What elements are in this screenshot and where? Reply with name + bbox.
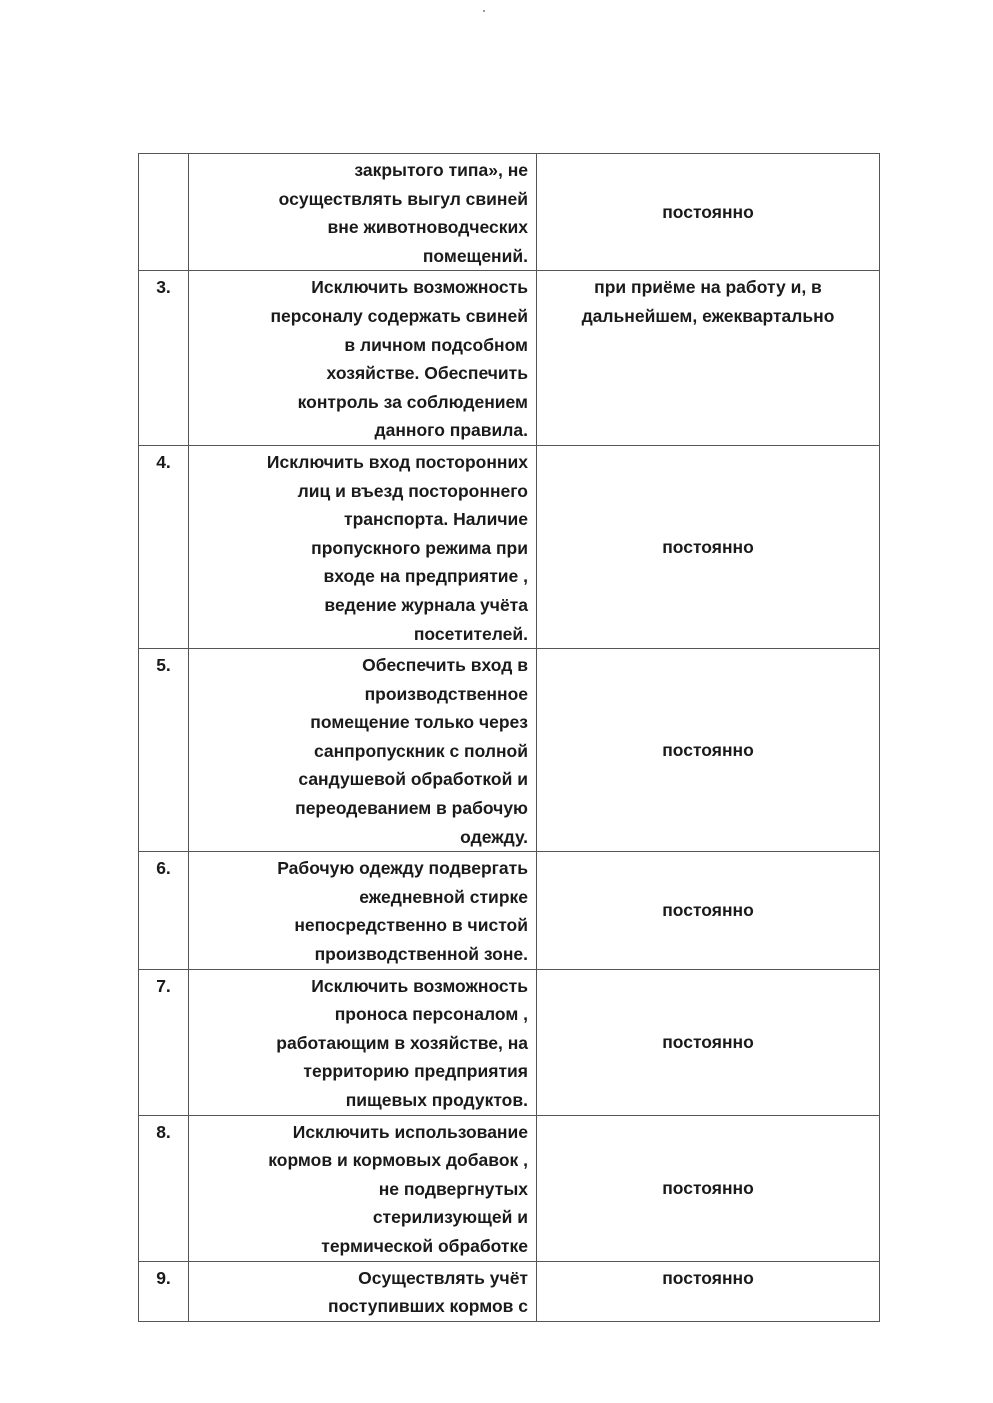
term-line: постоянно (662, 739, 754, 760)
measure-line: помещений. (422, 245, 528, 266)
measure-line: ежедневной стирке (359, 886, 528, 907)
measure-text (189, 852, 537, 969)
measure-line: вне животноводческих (327, 217, 528, 238)
term-line: постоянно (662, 1177, 754, 1198)
measure-line: помещение только через (310, 712, 528, 733)
measure-line: проноса персоналом , (334, 1004, 528, 1025)
measure-line: Осуществлять учёт (358, 1267, 528, 1288)
measure-text (189, 1261, 537, 1321)
measure-line: производственной зоне. (314, 944, 528, 965)
measure-line: поступивших кормов с (328, 1296, 528, 1317)
measure-line: одежду. (460, 826, 528, 847)
measure-line: непосредственно в чистой (294, 915, 528, 936)
measure-line: посетителей. (413, 623, 528, 644)
measure-line: пищевых продуктов. (345, 1090, 528, 1110)
measure-text (189, 649, 537, 852)
measure-line: Исключить вход посторонних (266, 451, 528, 472)
measure-line: пропускного режима при (311, 537, 528, 558)
measure-text (189, 445, 537, 648)
measure-line: в личном подсобном (344, 334, 528, 355)
measures-table (138, 153, 880, 1322)
term-line: постоянно (662, 1267, 754, 1288)
term-cell (537, 445, 880, 648)
term-line: постоянно (662, 536, 754, 557)
measure-line: санпропускник с полной (313, 740, 528, 761)
table-row (139, 1261, 880, 1321)
term-cell (537, 271, 880, 446)
measure-line: не подвергнутых (378, 1178, 528, 1199)
measure-line: транспорта. Наличие (344, 509, 528, 530)
term-line: дальнейшем, ежеквартально (581, 305, 835, 326)
measure-text (189, 271, 537, 446)
measure-line: персоналу содержать свиней (270, 305, 528, 326)
row-number: 8. (139, 1115, 189, 1261)
term-cell (537, 649, 880, 852)
measure-line: стерилизующей и (372, 1207, 528, 1228)
measure-line: сандушевой обработкой и (298, 769, 528, 790)
measure-line: Исключить использование (292, 1121, 528, 1142)
measure-line: Исключить возможность (311, 975, 528, 996)
term-cell (537, 154, 880, 271)
measure-text (189, 154, 537, 271)
measure-line: закрытого типа», не (354, 160, 528, 180)
term-cell (537, 1115, 880, 1261)
table-row (139, 445, 880, 648)
term-line: постоянно (662, 201, 754, 222)
row-number: 7. (139, 969, 189, 1115)
term-cell (537, 969, 880, 1115)
measure-line: данного правила. (374, 420, 528, 441)
measure-line: входе на предприятие , (323, 566, 528, 587)
measure-line: осуществлять выгул свиней (278, 188, 528, 209)
measure-text (189, 1115, 537, 1261)
measure-line: хозяйстве. Обеспечить (326, 363, 528, 384)
row-number (139, 154, 189, 271)
measure-line: термической обработке (321, 1235, 528, 1256)
term-line: постоянно (662, 1031, 754, 1052)
table-row (139, 969, 880, 1115)
term-line: при приёме на работу и, в (594, 277, 822, 298)
table-row (139, 852, 880, 969)
measure-line: кормов и кормовых добавок , (268, 1150, 528, 1171)
measure-line: Рабочую одежду подвергать (277, 858, 528, 879)
measure-line: работающим в хозяйстве, на (276, 1032, 528, 1053)
row-number: 6. (139, 852, 189, 969)
term-line: постоянно (662, 900, 754, 921)
measure-text (189, 969, 537, 1115)
table-row (139, 1115, 880, 1261)
row-number: 9. (139, 1261, 189, 1321)
measure-line: контроль за соблюдением (297, 391, 528, 412)
measure-line: ведение журнала учёта (324, 594, 528, 615)
term-cell (537, 1261, 880, 1321)
measure-line: лиц и въезд постороннего (297, 480, 528, 501)
measure-line: Исключить возможность (311, 277, 528, 298)
row-number: 5. (139, 649, 189, 852)
term-cell (537, 852, 880, 969)
table-row (139, 271, 880, 446)
row-number: 4. (139, 445, 189, 648)
scan-speck (483, 10, 485, 12)
row-number: 3. (139, 271, 189, 446)
measure-line: территорию предприятия (303, 1061, 528, 1082)
measure-line: переодеванием в рабочую (295, 798, 528, 819)
table-row (139, 649, 880, 852)
measure-line: производственное (364, 683, 528, 704)
measure-line: Обеспечить вход в (362, 655, 528, 676)
table-row (139, 154, 880, 271)
